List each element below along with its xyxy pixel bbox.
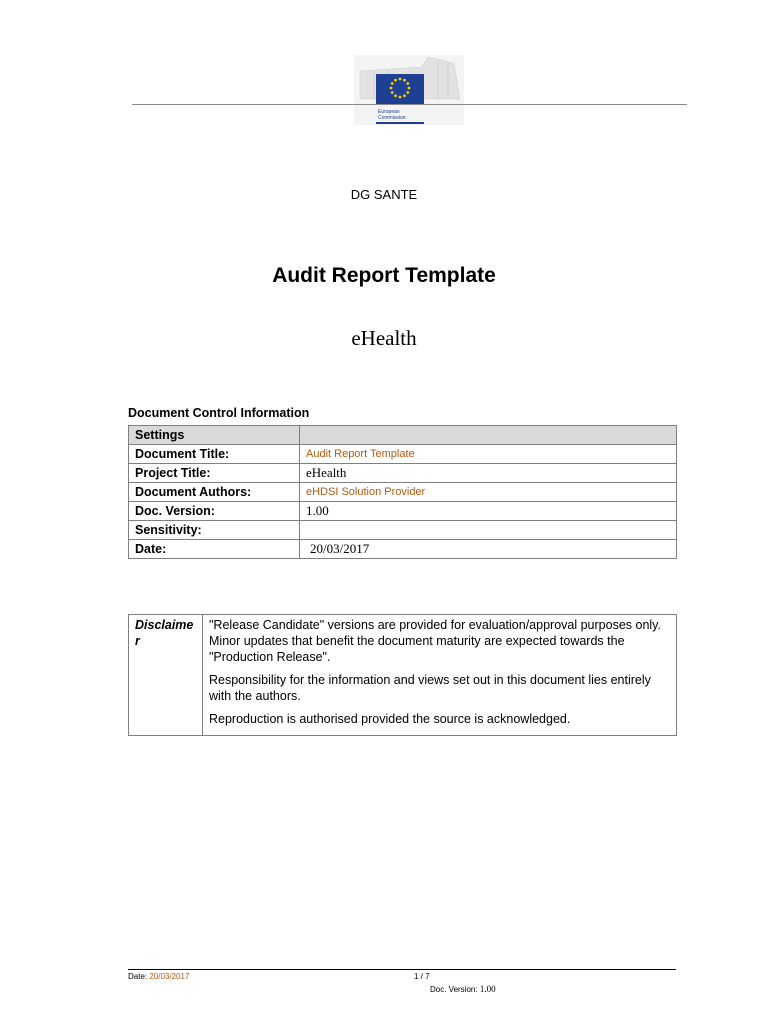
document-title: Audit Report Template	[272, 264, 496, 287]
disclaimer-label: Disclaime r	[129, 615, 203, 736]
table-row	[129, 483, 677, 502]
footer-date	[128, 972, 189, 981]
row-value: eHDSI Solution Provider	[300, 483, 677, 502]
row-value: eHealth	[300, 464, 677, 483]
disclaimer-paragraph: Reproduction is authorised provided the source is acknowledged.	[209, 712, 571, 726]
header-rule	[132, 104, 687, 105]
table-row	[129, 615, 677, 736]
table-row	[129, 445, 677, 464]
row-label: Document Title:	[129, 445, 300, 464]
table-row	[129, 464, 677, 483]
footer-page-number: 1 / 7	[414, 972, 430, 981]
document-control-table	[128, 425, 677, 559]
row-value: 1.00	[300, 502, 677, 521]
table-row	[129, 426, 677, 445]
footer-rule	[128, 969, 676, 970]
disclaimer-body	[203, 615, 677, 736]
row-label: Doc. Version:	[129, 502, 300, 521]
disclaimer-paragraph: Responsibility for the information and views set out in this document lies entirely with the authors.	[209, 673, 651, 703]
row-label: Settings	[129, 426, 300, 445]
table-row	[129, 540, 677, 559]
european-commission-logo	[354, 55, 464, 125]
row-label: Project Title:	[129, 464, 300, 483]
row-label: Sensitivity:	[129, 521, 300, 540]
footer-version-value: 1.00	[479, 984, 496, 994]
row-label: Document Authors:	[129, 483, 300, 502]
department-name: DG SANTE	[350, 187, 418, 202]
disclaimer-paragraph: "Release Candidate" versions are provided for evaluation/approval purposes only. Minor updates that benefit the document maturity are expected towards the "Production Release".	[209, 618, 661, 664]
table-row	[129, 502, 677, 521]
row-value	[300, 426, 677, 445]
row-value	[300, 521, 677, 540]
document-subtitle: eHealth	[351, 326, 417, 350]
footer-date-label: Date:	[128, 972, 148, 981]
footer-version	[430, 984, 496, 994]
table-row	[129, 521, 677, 540]
footer-date-value: 20/03/2017	[149, 972, 190, 981]
disclaimer-table	[128, 614, 677, 736]
footer-version-label: Doc. Version:	[430, 985, 478, 994]
row-value: Audit Report Template	[300, 445, 677, 464]
document-control-heading: Document Control Information	[128, 406, 310, 420]
row-value: 20/03/2017	[300, 540, 677, 559]
row-label: Date:	[129, 540, 300, 559]
logo-text-line2: Commission	[378, 115, 406, 121]
logo-text-line1: European	[378, 109, 400, 115]
